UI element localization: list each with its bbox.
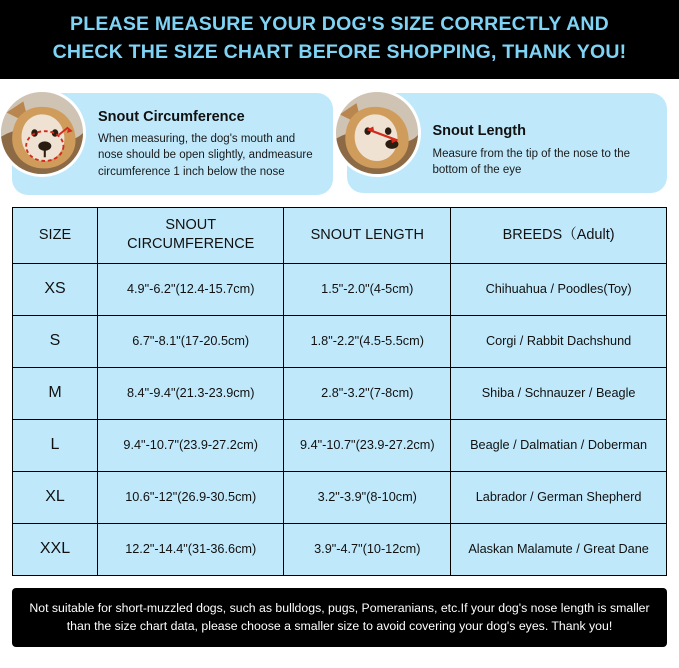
cell-breeds: Chihuahua / Poodles(Toy) bbox=[451, 263, 667, 315]
table-header-circumference-line2: CIRCUMFERENCE bbox=[127, 236, 255, 253]
cell-circumference: 12.2"-14.4"(31-36.6cm) bbox=[98, 523, 284, 575]
dog-photo-length-icon bbox=[333, 89, 421, 177]
table-row bbox=[13, 419, 667, 471]
table-header-row bbox=[13, 207, 667, 263]
cell-size: L bbox=[13, 419, 98, 471]
info-card-snout-circumference bbox=[12, 93, 333, 195]
info-cards bbox=[0, 79, 679, 205]
cell-length: 3.2"-3.9"(8-10cm) bbox=[284, 471, 451, 523]
table-header-size: SIZE bbox=[13, 207, 98, 263]
table-header-length: SNOUT LENGTH bbox=[284, 207, 451, 263]
size-table bbox=[12, 207, 667, 576]
banner-line-1: PLEASE MEASURE YOUR DOG'S SIZE CORRECTLY AND bbox=[70, 13, 609, 35]
cell-size: S bbox=[13, 315, 98, 367]
footer-note bbox=[12, 588, 667, 648]
footer-line-2: smaller than the size chart data, please choose a smaller size to avoid covering your dog's eyes. Thank you! bbox=[66, 600, 650, 633]
cell-size: XS bbox=[13, 263, 98, 315]
cell-circumference: 6.7"-8.1"(17-20.5cm) bbox=[98, 315, 284, 367]
header-banner bbox=[0, 0, 679, 79]
banner-line-2: CHECK THE SIZE CHART BEFORE SHOPPING, THANK YOU! bbox=[52, 41, 627, 64]
table-row bbox=[13, 471, 667, 523]
info-card-title: Snout Length bbox=[432, 122, 526, 139]
cell-circumference: 10.6"-12"(26.9-30.5cm) bbox=[98, 471, 284, 523]
table-row bbox=[13, 523, 667, 575]
cell-circumference: 4.9"-6.2"(12.4-15.7cm) bbox=[98, 263, 284, 315]
cell-breeds: Beagle / Dalmatian / Doberman bbox=[451, 419, 667, 471]
cell-breeds: Alaskan Malamute / Great Dane bbox=[451, 523, 667, 575]
cell-length: 9.4"-10.7"(23.9-27.2cm) bbox=[284, 419, 451, 471]
size-table-wrap bbox=[0, 205, 679, 576]
table-row bbox=[13, 315, 667, 367]
cell-breeds: Shiba / Schnauzer / Beagle bbox=[451, 367, 667, 419]
cell-length: 3.9"-4.7"(10-12cm) bbox=[284, 523, 451, 575]
cell-circumference: 8.4"-9.4"(21.3-23.9cm) bbox=[98, 367, 284, 419]
table-header-breeds: BREEDS（Adult) bbox=[451, 207, 667, 263]
cell-circumference: 9.4"-10.7"(23.9-27.2cm) bbox=[98, 419, 284, 471]
cell-length: 1.5"-2.0"(4-5cm) bbox=[284, 263, 451, 315]
dog-photo-circumference-icon bbox=[0, 89, 86, 177]
table-row bbox=[13, 367, 667, 419]
info-card-title: Snout Circumference bbox=[98, 108, 245, 125]
cell-breeds: Corgi / Rabbit Dachshund bbox=[451, 315, 667, 367]
cell-size: XL bbox=[13, 471, 98, 523]
cell-length: 2.8"-3.2"(7-8cm) bbox=[284, 367, 451, 419]
cell-size: M bbox=[13, 367, 98, 419]
table-row bbox=[13, 263, 667, 315]
info-card-text: When measuring, the dog's mouth and nose should be open slightly, andmeasure circumference 1 inch below the nose bbox=[98, 132, 313, 178]
cell-length: 1.8"-2.2"(4.5-5.5cm) bbox=[284, 315, 451, 367]
info-card-text: Measure from the tip of the nose to the bottom of the eye bbox=[432, 147, 631, 177]
info-card-snout-length bbox=[347, 93, 668, 193]
table-header-circumference-line1: SNOUT bbox=[165, 217, 217, 234]
table-header-circumference bbox=[98, 207, 284, 263]
footer-line-1: Not suitable for short-muzzled dogs, such as bulldogs, pugs, Pomeranians, etc.If your dog's nose length is bbox=[29, 600, 607, 615]
cell-breeds: Labrador / German Shepherd bbox=[451, 471, 667, 523]
cell-size: XXL bbox=[13, 523, 98, 575]
